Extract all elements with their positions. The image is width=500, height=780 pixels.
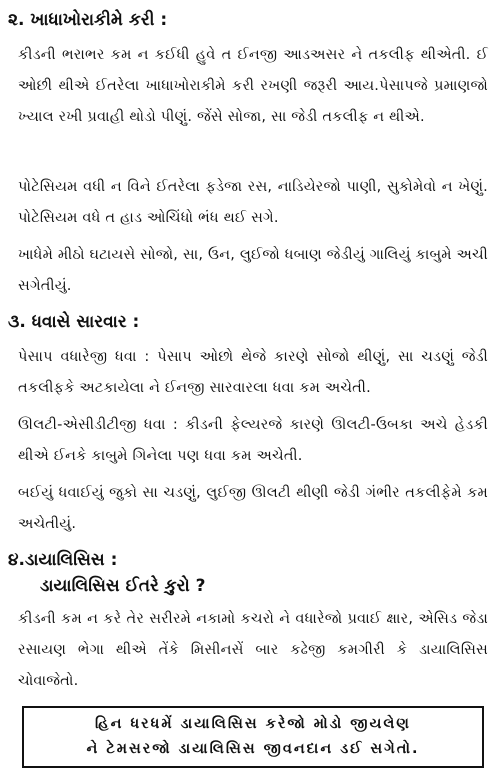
subheading-what-is-dialysis: ડાયાલિસિસ ઈતરે કુરો ? [40,576,206,596]
paragraph-potassium: પોટેસિયમ વધી ન વિને ઈતરેલા ફડેજા રસ, નાડિયેરજો પાણી, સુકોમેવો ન ખેણું. પોટેસિયમ વધે ત હાડ ઓચિંધો ભંધ થઈ સગે. [18,179,488,226]
notice-line-1: હિન ધરધમેં ડાયાલિસિસ કરેજો મોડો જીયલેણ [95,716,411,732]
notice-line-2: ને ટેમસરજો ડાયાલિસિસ જીવનદાન ડઈ સગેતો. [86,741,420,757]
paragraph-other-medicine: બઈયું ધવાઈયું જુકો સા ચડણું, લુઈજી ઊલટી થીણી જેડી ગંભીર તકલીફેમે કમ અચેતીયું. [18,485,488,532]
paragraph-vomiting-medicine: ઊલટી-એસીડીટીજી ધવા : કીડની ફેલ્યરજે કારણે ઊલટી-ઉબકા અચે હેડકી થીએ ઈનકે કાબુમે ગિનેલા પણ ધવા કમ અચેતી. [18,417,488,464]
notice-box [22,706,484,768]
section-heading-dialysis: ૪.ડાયાલિસિસ : [8,550,118,570]
section-heading-medicine: ૩. ધવાસે સારવાર : [8,312,140,332]
section-heading-diet: ૨. ખાધાખોરાકીમે કરી : [8,10,168,30]
paragraph-salt: ખાધેમે મીઠો ઘટાયસે સોજો, સા, ઉન, લુઈજો ધબાણ જેડીયું ગાલિયું કાબુમે અચી સગેતીયું. [18,247,488,294]
paragraph-diet-intro: કીડની ભરાભર કમ ન કઈધી હુવે ત ઈનજી આડઅસર ને તકલીફ થીએતી. ઈ ઓછી થીએ ઈતરેલા ખાધાખોરાકીમે કરી રખણી જરૂરી આય.પેસાપજે પ્રમાણજો ખ્યાલ રખી પ્રવાહી થોડો પીણું. જેંસે સોજા, સા જેડી તકલીફ ન થીએ. [18,47,488,125]
paragraph-dialysis-definition: કીડની કમ ન કરે તેર સરીરમે નકામો કચરો ને વધારેજો પ્રવાઈ ક્ષાર, એસિડ જેડા રસાયણ ભેગા થીએ તેંકે મિસીનસેં બાર કઢેજી કમગીરી કે ડાયાલિસિસ ચોવાજેતો. [18,611,488,689]
paragraph-urine-medicine: પેસાપ વધારેજી ધવા : પેસાપ ઓછો થેજે કારણે સોજો થીણું, સા ચડણું જેડી તકલીફકે અટકાયેલા ને ઈનજી સારવારલા ધવા કમ અચેતી. [18,349,488,396]
